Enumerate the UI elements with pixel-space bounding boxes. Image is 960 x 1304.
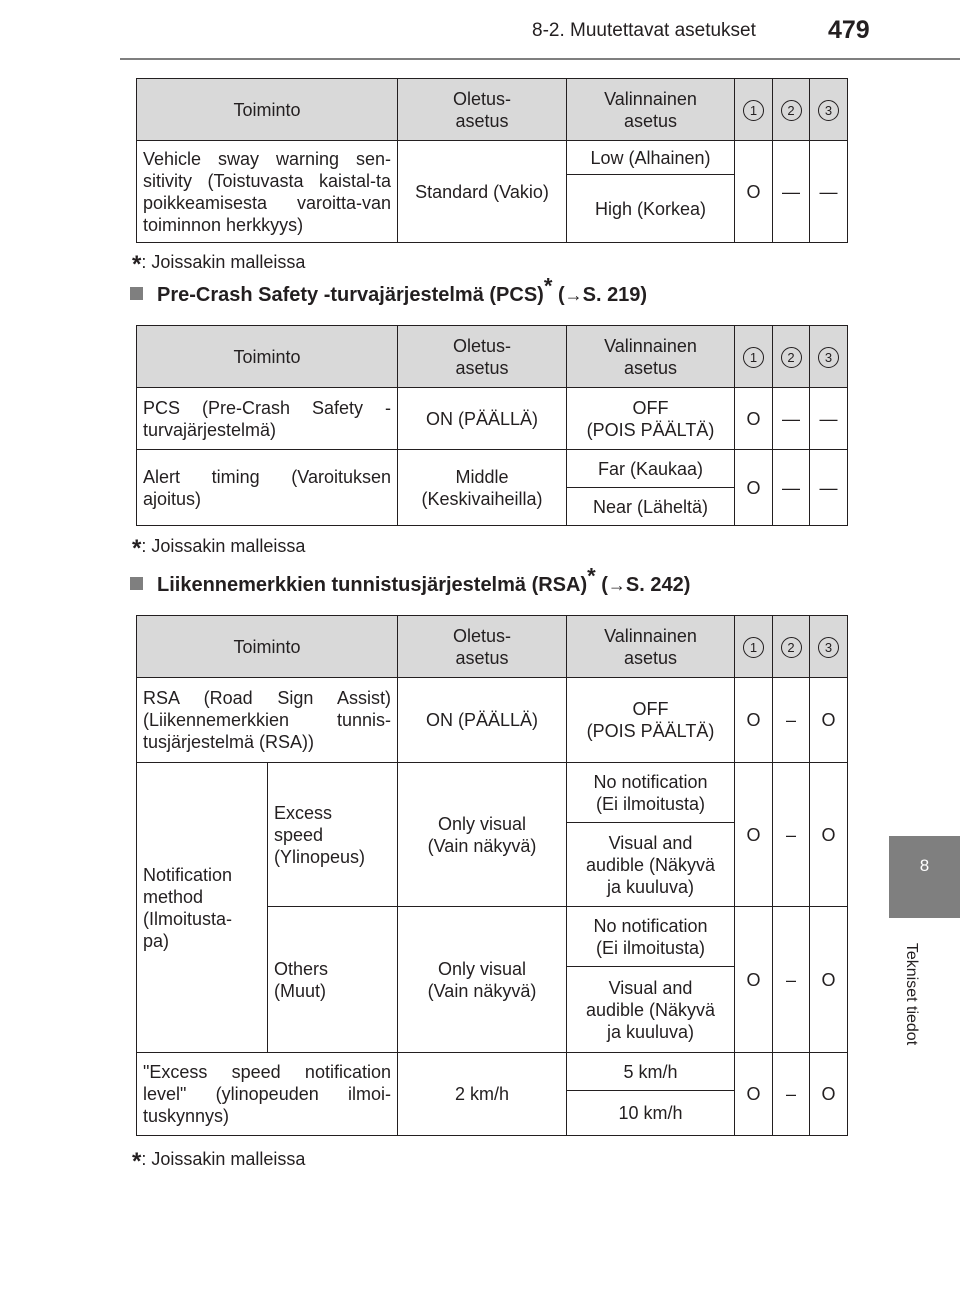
table-row: [137, 763, 848, 823]
col-optional: Valinnainen asetus: [567, 326, 735, 388]
setting-3-cell: O: [810, 678, 848, 763]
arrow-right-icon: →: [564, 285, 583, 305]
setting-1-cell: O: [735, 678, 773, 763]
col-setting-3: 3: [810, 79, 848, 141]
option-cell: Near (Läheltä): [567, 488, 735, 526]
setting-3-cell: —: [810, 141, 848, 243]
notification-method-cell: Notification method (Ilmoitusta- pa): [137, 763, 268, 1053]
setting-2-cell: —: [773, 141, 810, 243]
default-cell: Standard (Vakio): [398, 141, 567, 243]
setting-3-cell: —: [810, 450, 848, 526]
setting-3-cell: O: [810, 763, 848, 907]
heading-bullet-icon: [130, 287, 143, 300]
setting-3-cell: O: [810, 1053, 848, 1136]
chapter-title-vertical: [878, 924, 944, 1064]
setting-1-cell: O: [735, 388, 773, 450]
footnote: *: Joissakin malleissa: [132, 535, 306, 562]
footnote: *: Joissakin malleissa: [132, 1148, 306, 1175]
option-cell: Low (Alhainen): [567, 141, 735, 175]
chapter-number: 8: [919, 856, 930, 875]
heading-bullet-icon: [130, 577, 143, 590]
setting-2-cell: —: [773, 450, 810, 526]
default-cell: Only visual (Vain näkyvä): [398, 907, 567, 1053]
footnote: *: Joissakin malleissa: [132, 251, 306, 278]
section-title: 8-2. Muutettavat asetukset: [532, 20, 756, 41]
setting-3-cell: O: [810, 907, 848, 1053]
col-setting-1: 1: [735, 326, 773, 388]
col-setting-2: 2: [773, 79, 810, 141]
function-cell: RSA (Road Sign Assist) (Liikennemerkkien tunnis-tusjärjestelmä (RSA)): [137, 678, 398, 763]
col-optional: Valinnainen asetus: [567, 616, 735, 678]
option-cell: OFF (POIS PÄÄLTÄ): [567, 388, 735, 450]
option-cell: 5 km/h: [567, 1053, 735, 1091]
default-cell: Middle (Keskivaiheilla): [398, 450, 567, 526]
option-cell: High (Korkea): [567, 175, 735, 243]
option-cell: No notification (Ei ilmoitusta): [567, 907, 735, 967]
excess-speed-cell: Excess speed (Ylinopeus): [268, 763, 398, 907]
option-cell: Visual and audible (Näkyvä ja kuuluva): [567, 967, 735, 1053]
col-setting-3: 3: [810, 616, 848, 678]
setting-2-cell: –: [773, 1053, 810, 1136]
setting-2-cell: –: [773, 907, 810, 1053]
table-pcs: [136, 325, 848, 526]
col-function: Toiminto: [137, 326, 398, 388]
chapter-title: Tekniset tiedot: [903, 942, 920, 1046]
setting-1-cell: O: [735, 141, 773, 243]
table-row: [137, 678, 848, 763]
col-setting-3: 3: [810, 326, 848, 388]
col-setting-2: 2: [773, 616, 810, 678]
table-row: [137, 141, 848, 175]
col-setting-1: 1: [735, 616, 773, 678]
setting-1-cell: O: [735, 450, 773, 526]
table-header-row: [137, 616, 848, 678]
setting-1-cell: O: [735, 763, 773, 907]
function-cell: PCS (Pre-Crash Safety -turvajärjestelmä): [137, 388, 398, 450]
option-cell: Visual and audible (Näkyvä ja kuuluva): [567, 823, 735, 907]
setting-2-cell: —: [773, 388, 810, 450]
col-default: Oletus- asetus: [398, 79, 567, 141]
option-cell: Far (Kaukaa): [567, 450, 735, 488]
page-number: 479: [828, 16, 870, 44]
table-sway-warning: [136, 78, 848, 243]
col-default: Oletus- asetus: [398, 326, 567, 388]
col-optional: Valinnainen asetus: [567, 79, 735, 141]
table-header-row: [137, 326, 848, 388]
header-rule: [120, 58, 960, 60]
function-cell: Vehicle sway warning sen-sitivity (Toistuvasta kaistal-ta poikkeamisesta varoitta-van toiminnon herkkyys): [137, 141, 398, 243]
default-cell: 2 km/h: [398, 1053, 567, 1136]
col-setting-2: 2: [773, 326, 810, 388]
default-cell: Only visual (Vain näkyvä): [398, 763, 567, 907]
others-cell: Others (Muut): [268, 907, 398, 1053]
default-cell: ON (PÄÄLLÄ): [398, 678, 567, 763]
setting-2-cell: –: [773, 678, 810, 763]
heading-rsa: Liikennemerkkien tunnistusjärjestelmä (RSA)* (→S. 242): [130, 574, 690, 597]
col-function: Toiminto: [137, 616, 398, 678]
table-row: [137, 1053, 848, 1091]
col-default: Oletus- asetus: [398, 616, 567, 678]
setting-3-cell: —: [810, 388, 848, 450]
table-rsa: [136, 615, 848, 1136]
table-row: [137, 388, 848, 450]
table-row: [137, 450, 848, 488]
function-cell: Alert timing (Varoituksen ajoitus): [137, 450, 398, 526]
default-cell: ON (PÄÄLLÄ): [398, 388, 567, 450]
col-setting-1: 1: [735, 79, 773, 141]
setting-1-cell: O: [735, 907, 773, 1053]
col-function: Toiminto: [137, 79, 398, 141]
option-cell: No notification (Ei ilmoitusta): [567, 763, 735, 823]
setting-1-cell: O: [735, 1053, 773, 1136]
table-header-row: [137, 79, 848, 141]
heading-pcs: Pre-Crash Safety -turvajärjestelmä (PCS)* (→S. 219): [130, 284, 647, 307]
setting-2-cell: –: [773, 763, 810, 907]
function-cell: "Excess speed notification level" (ylinopeuden ilmoi-tuskynnys): [137, 1053, 398, 1136]
option-cell: 10 km/h: [567, 1091, 735, 1136]
chapter-tab: [889, 836, 960, 918]
option-cell: OFF (POIS PÄÄLTÄ): [567, 678, 735, 763]
arrow-right-icon: →: [607, 575, 626, 595]
